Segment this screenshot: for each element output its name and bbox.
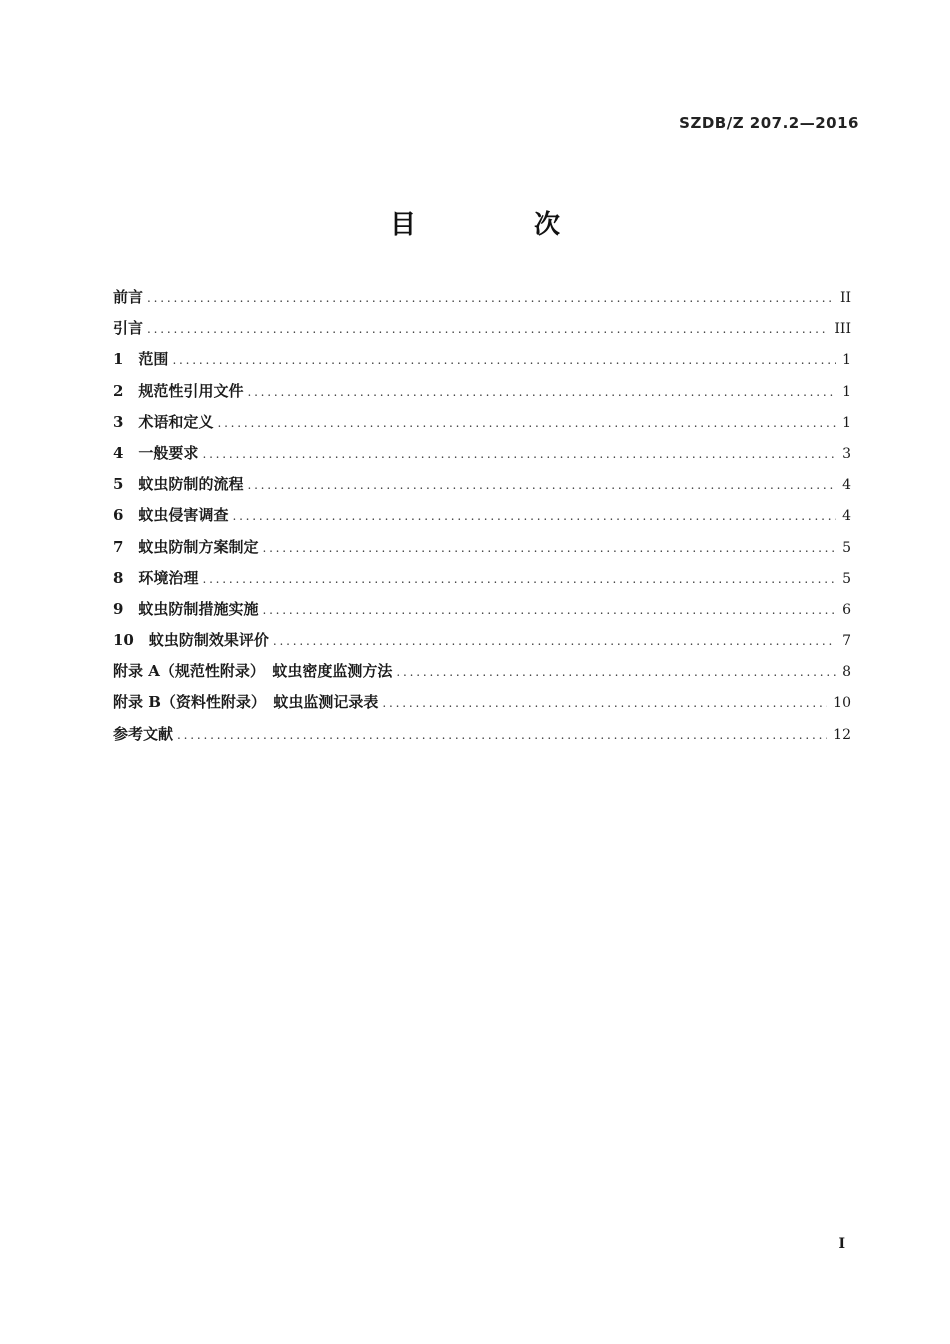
- toc-entry-control-plan: [113, 532, 851, 563]
- toc-leader-dots: [232, 501, 836, 532]
- toc-leader-dots: [217, 408, 836, 439]
- toc-entry-page: 12: [833, 726, 851, 743]
- toc-entry-page: 8: [842, 664, 851, 681]
- toc-entry-label: 7 蚊虫防制方案制定: [113, 537, 259, 556]
- toc-entry-environmental-management: [113, 563, 851, 594]
- toc-entry-label: 1 范围: [113, 350, 169, 369]
- toc-entry-page: 6: [842, 601, 851, 618]
- toc-entry-label: 8 环境治理: [113, 568, 199, 587]
- toc-entry-scope: [113, 344, 851, 375]
- toc-entry-normative-references: [113, 376, 851, 407]
- toc-entry-label: 前言: [113, 288, 144, 306]
- toc-entry-label: 引言: [113, 319, 144, 338]
- toc-entry-page: 7: [842, 633, 851, 650]
- toc-entry-infestation-survey: [113, 500, 851, 531]
- toc-leader-dots: [147, 283, 834, 314]
- toc-entry-appendix-b: [113, 687, 851, 718]
- toc-entry-label: 附录 B（资料性附录） 蚊虫监测记录表: [113, 693, 379, 712]
- toc-entry-appendix-a: [113, 656, 851, 687]
- toc-entry-label: 10 蚊虫防制效果评价: [113, 631, 269, 650]
- toc-entry-page: 10: [833, 695, 851, 712]
- page-number: I: [838, 1236, 845, 1252]
- toc-entry-page: 1: [842, 414, 851, 431]
- toc-entry-page: II: [839, 290, 851, 306]
- toc-entry-label: 2 规范性引用文件: [113, 381, 244, 400]
- toc-entry-control-process: [113, 469, 851, 500]
- toc-entry-label: 附录 A（规范性附录） 蚊虫密度监测方法: [113, 662, 393, 681]
- toc-entry-page: III: [834, 321, 851, 338]
- toc-entry-page: 3: [842, 445, 851, 462]
- toc-leader-dots: [262, 595, 836, 626]
- toc-entry-page: 1: [842, 383, 851, 400]
- toc-entry-page: 1: [842, 352, 851, 369]
- toc-leader-dots: [202, 439, 836, 470]
- toc-entry-introduction: [113, 313, 851, 344]
- toc-entry-general-requirements: [113, 438, 851, 469]
- toc-entry-page: 4: [842, 477, 851, 494]
- toc-entry-label: 3 术语和定义: [113, 412, 214, 431]
- toc-entry-page: 5: [842, 570, 851, 587]
- toc-leader-dots: [247, 470, 836, 501]
- toc-leader-dots: [172, 345, 836, 376]
- toc-leader-dots: [262, 533, 836, 564]
- toc-entry-bibliography: [113, 719, 851, 750]
- toc-entry-label: 6 蚊虫侵害调查: [113, 506, 229, 525]
- toc-entry-label: 5 蚊虫防制的流程: [113, 475, 244, 494]
- toc-entry-foreword: [113, 282, 851, 313]
- toc-entry-label: 参考文献: [113, 724, 174, 743]
- toc-leader-dots: [202, 564, 836, 595]
- toc-leader-dots: [177, 720, 827, 751]
- table-of-contents: [113, 282, 851, 750]
- toc-entry-effect-evaluation: [113, 625, 851, 656]
- toc-entry-terms-definitions: [113, 407, 851, 438]
- toc-entry-label: 9 蚊虫防制措施实施: [113, 599, 259, 618]
- toc-leader-dots: [247, 377, 836, 408]
- toc-entry-control-implementation: [113, 594, 851, 625]
- toc-leader-dots: [147, 314, 828, 345]
- toc-leader-dots: [273, 626, 836, 657]
- toc-leader-dots: [396, 657, 836, 688]
- toc-entry-page: 4: [842, 508, 851, 525]
- page-title: 目 次: [389, 210, 606, 240]
- toc-entry-label: 4 一般要求: [113, 443, 199, 462]
- toc-entry-page: 5: [842, 539, 851, 556]
- standard-code: SZDB/Z 207.2—2016: [679, 114, 859, 132]
- toc-leader-dots: [382, 688, 827, 719]
